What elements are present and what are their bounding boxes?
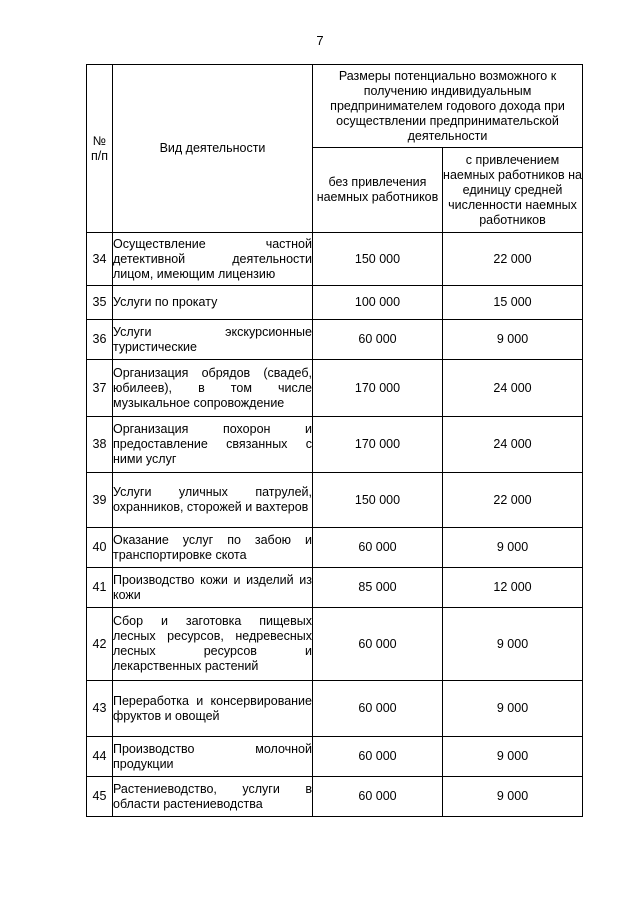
row-number: 37 [87,360,113,417]
row-number: 34 [87,233,113,286]
row-activity: Организация похорон и предоставление связанных с ними услуг [113,417,313,473]
table-row [87,608,583,681]
row-activity: Организация обрядов (свадеб, юбилеев), в том числе музыкальное сопровождение [113,360,313,417]
table-row [87,528,583,568]
row-number: 43 [87,681,113,737]
row-value-without: 150 000 [313,233,443,286]
row-value-with: 9 000 [443,737,583,777]
row-activity: Услуги уличных патрулей, охранников, сторожей и вахтеров [113,473,313,528]
row-value-with: 22 000 [443,233,583,286]
row-value-with: 9 000 [443,681,583,737]
row-value-with: 22 000 [443,473,583,528]
row-number: 45 [87,777,113,817]
table-row [87,360,583,417]
row-activity: Услуги экскурсионные туристические [113,320,313,360]
header-income-group: Размеры потенциально возможного к получению индивидуальным предпринимателем годового дохода при осуществлении предпринимательской деятельности [313,65,583,148]
row-number: 35 [87,286,113,320]
row-number: 38 [87,417,113,473]
row-number: 39 [87,473,113,528]
table-row [87,777,583,817]
table-row [87,568,583,608]
row-activity: Производство кожи и изделий из кожи [113,568,313,608]
row-value-with: 9 000 [443,608,583,681]
header-with-workers: с привлечением наемных работников на единицу средней численности наемных работников [443,148,583,233]
row-activity: Переработка и консервирование фруктов и овощей [113,681,313,737]
header-without-workers: без привлечения наемных работников [313,148,443,233]
row-value-without: 85 000 [313,568,443,608]
row-value-with: 9 000 [443,777,583,817]
row-value-without: 170 000 [313,417,443,473]
row-value-with: 9 000 [443,528,583,568]
row-value-with: 24 000 [443,360,583,417]
income-table [86,64,583,817]
table-row [87,417,583,473]
row-value-without: 60 000 [313,777,443,817]
row-value-without: 60 000 [313,528,443,568]
row-value-without: 100 000 [313,286,443,320]
header-activity: Вид деятельности [113,65,313,233]
row-number: 44 [87,737,113,777]
row-number: 36 [87,320,113,360]
table-row [87,320,583,360]
row-value-with: 12 000 [443,568,583,608]
row-value-without: 60 000 [313,608,443,681]
table-row [87,681,583,737]
table-row [87,473,583,528]
row-value-without: 60 000 [313,737,443,777]
row-value-without: 60 000 [313,320,443,360]
row-activity: Производство молочной продукции [113,737,313,777]
table-row [87,233,583,286]
table-row [87,286,583,320]
row-value-with: 15 000 [443,286,583,320]
row-number: 42 [87,608,113,681]
row-value-without: 60 000 [313,681,443,737]
row-number: 41 [87,568,113,608]
row-activity: Осуществление частной детективной деятельности лицом, имеющим лицензию [113,233,313,286]
row-activity: Услуги по прокату [113,286,313,320]
row-value-without: 170 000 [313,360,443,417]
row-activity: Сбор и заготовка пищевых лесных ресурсов, недревесных лесных ресурсов и лекарственных растений [113,608,313,681]
row-activity: Оказание услуг по забою и транспортировке скота [113,528,313,568]
row-value-without: 150 000 [313,473,443,528]
row-value-with: 24 000 [443,417,583,473]
row-value-with: 9 000 [443,320,583,360]
table-row [87,737,583,777]
row-activity: Растениеводство, услуги в области растениеводства [113,777,313,817]
header-number: № п/п [87,65,113,233]
row-number: 40 [87,528,113,568]
header-row-top [87,65,583,148]
page-number: 7 [316,33,324,48]
